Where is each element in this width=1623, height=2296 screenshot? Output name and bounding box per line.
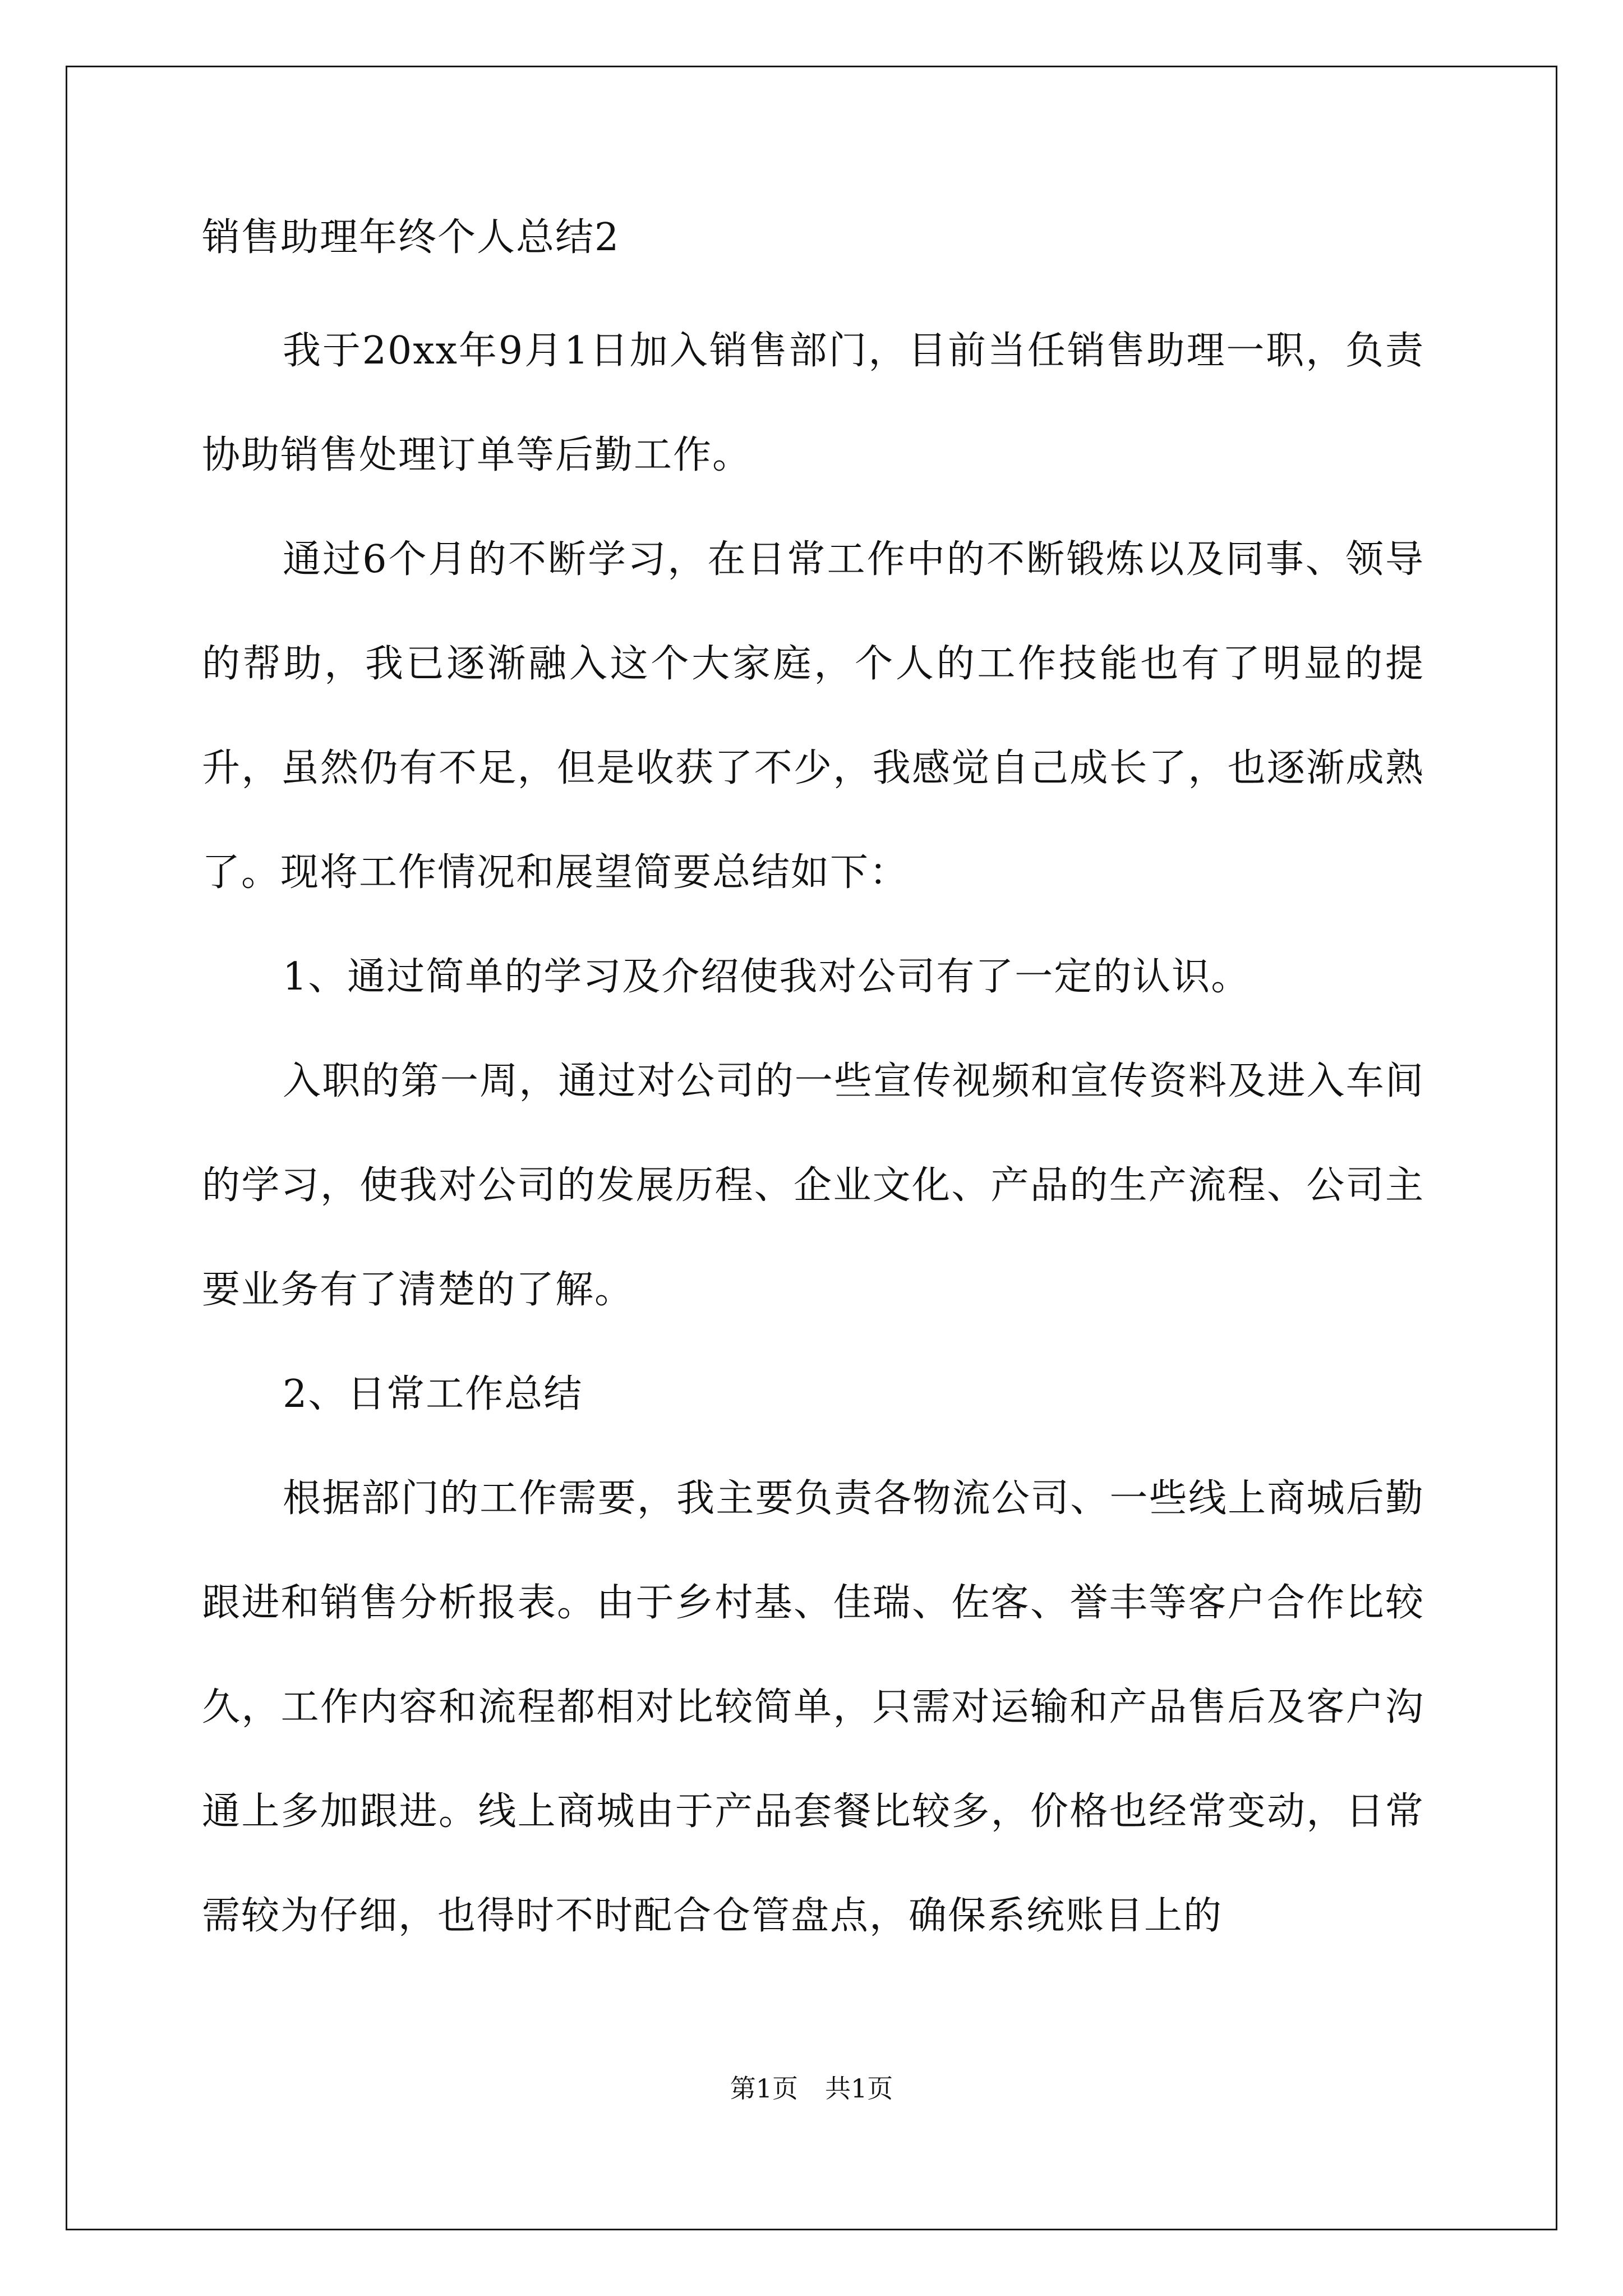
page-number-current: 第1页 <box>730 2073 798 2104</box>
paragraph-point-1: 1、通过简单的学习及介绍使我对公司有了一定的认识。 <box>283 955 1251 999</box>
paragraph-point-2: 2、日常工作总结 <box>283 1372 583 1416</box>
paragraph-growth: 通过6个月的不断学习，在日常工作中的不断锻炼以及同事、领导的帮助，我已逐渐融入这个大家庭，个人的工作技能也有了明显的提升，虽然仍有不足，但是收获了不少，我感觉自己成长了，也逐渐成熟了。现将工作情况和展望简要总结如下： <box>202 537 1424 895</box>
document-body <box>202 215 1424 1968</box>
paragraph-first-week: 入职的第一周，通过对公司的一些宣传视频和宣传资料及进入车间的学习，使我对公司的发展历程、企业文化、产品的生产流程、公司主要业务有了清楚的了解。 <box>202 1059 1424 1312</box>
page-number-total: 共1页 <box>825 2073 893 2104</box>
document-title: 销售助理年终个人总结2 <box>202 215 620 260</box>
page-footer <box>0 2073 1623 2104</box>
paragraph-intro: 我于20xx年9月1日加入销售部门，目前当任销售助理一职，负责协助销售处理订单等后勤工作。 <box>202 329 1424 477</box>
paragraph-daily-work: 根据部门的工作需要，我主要负责各物流公司、一些线上商城后勤跟进和销售分析报表。由于乡村基、佳瑞、佐客、誉丰等客户合作比较久，工作内容和流程都相对比较简单，只需对运输和产品售后及客户沟通上多加跟进。线上商城由于产品套餐比较多，价格也经常变动，日常需较为仔细，也得时不时配合仓管盘点，确保系统账目上的 <box>202 1476 1424 1938</box>
